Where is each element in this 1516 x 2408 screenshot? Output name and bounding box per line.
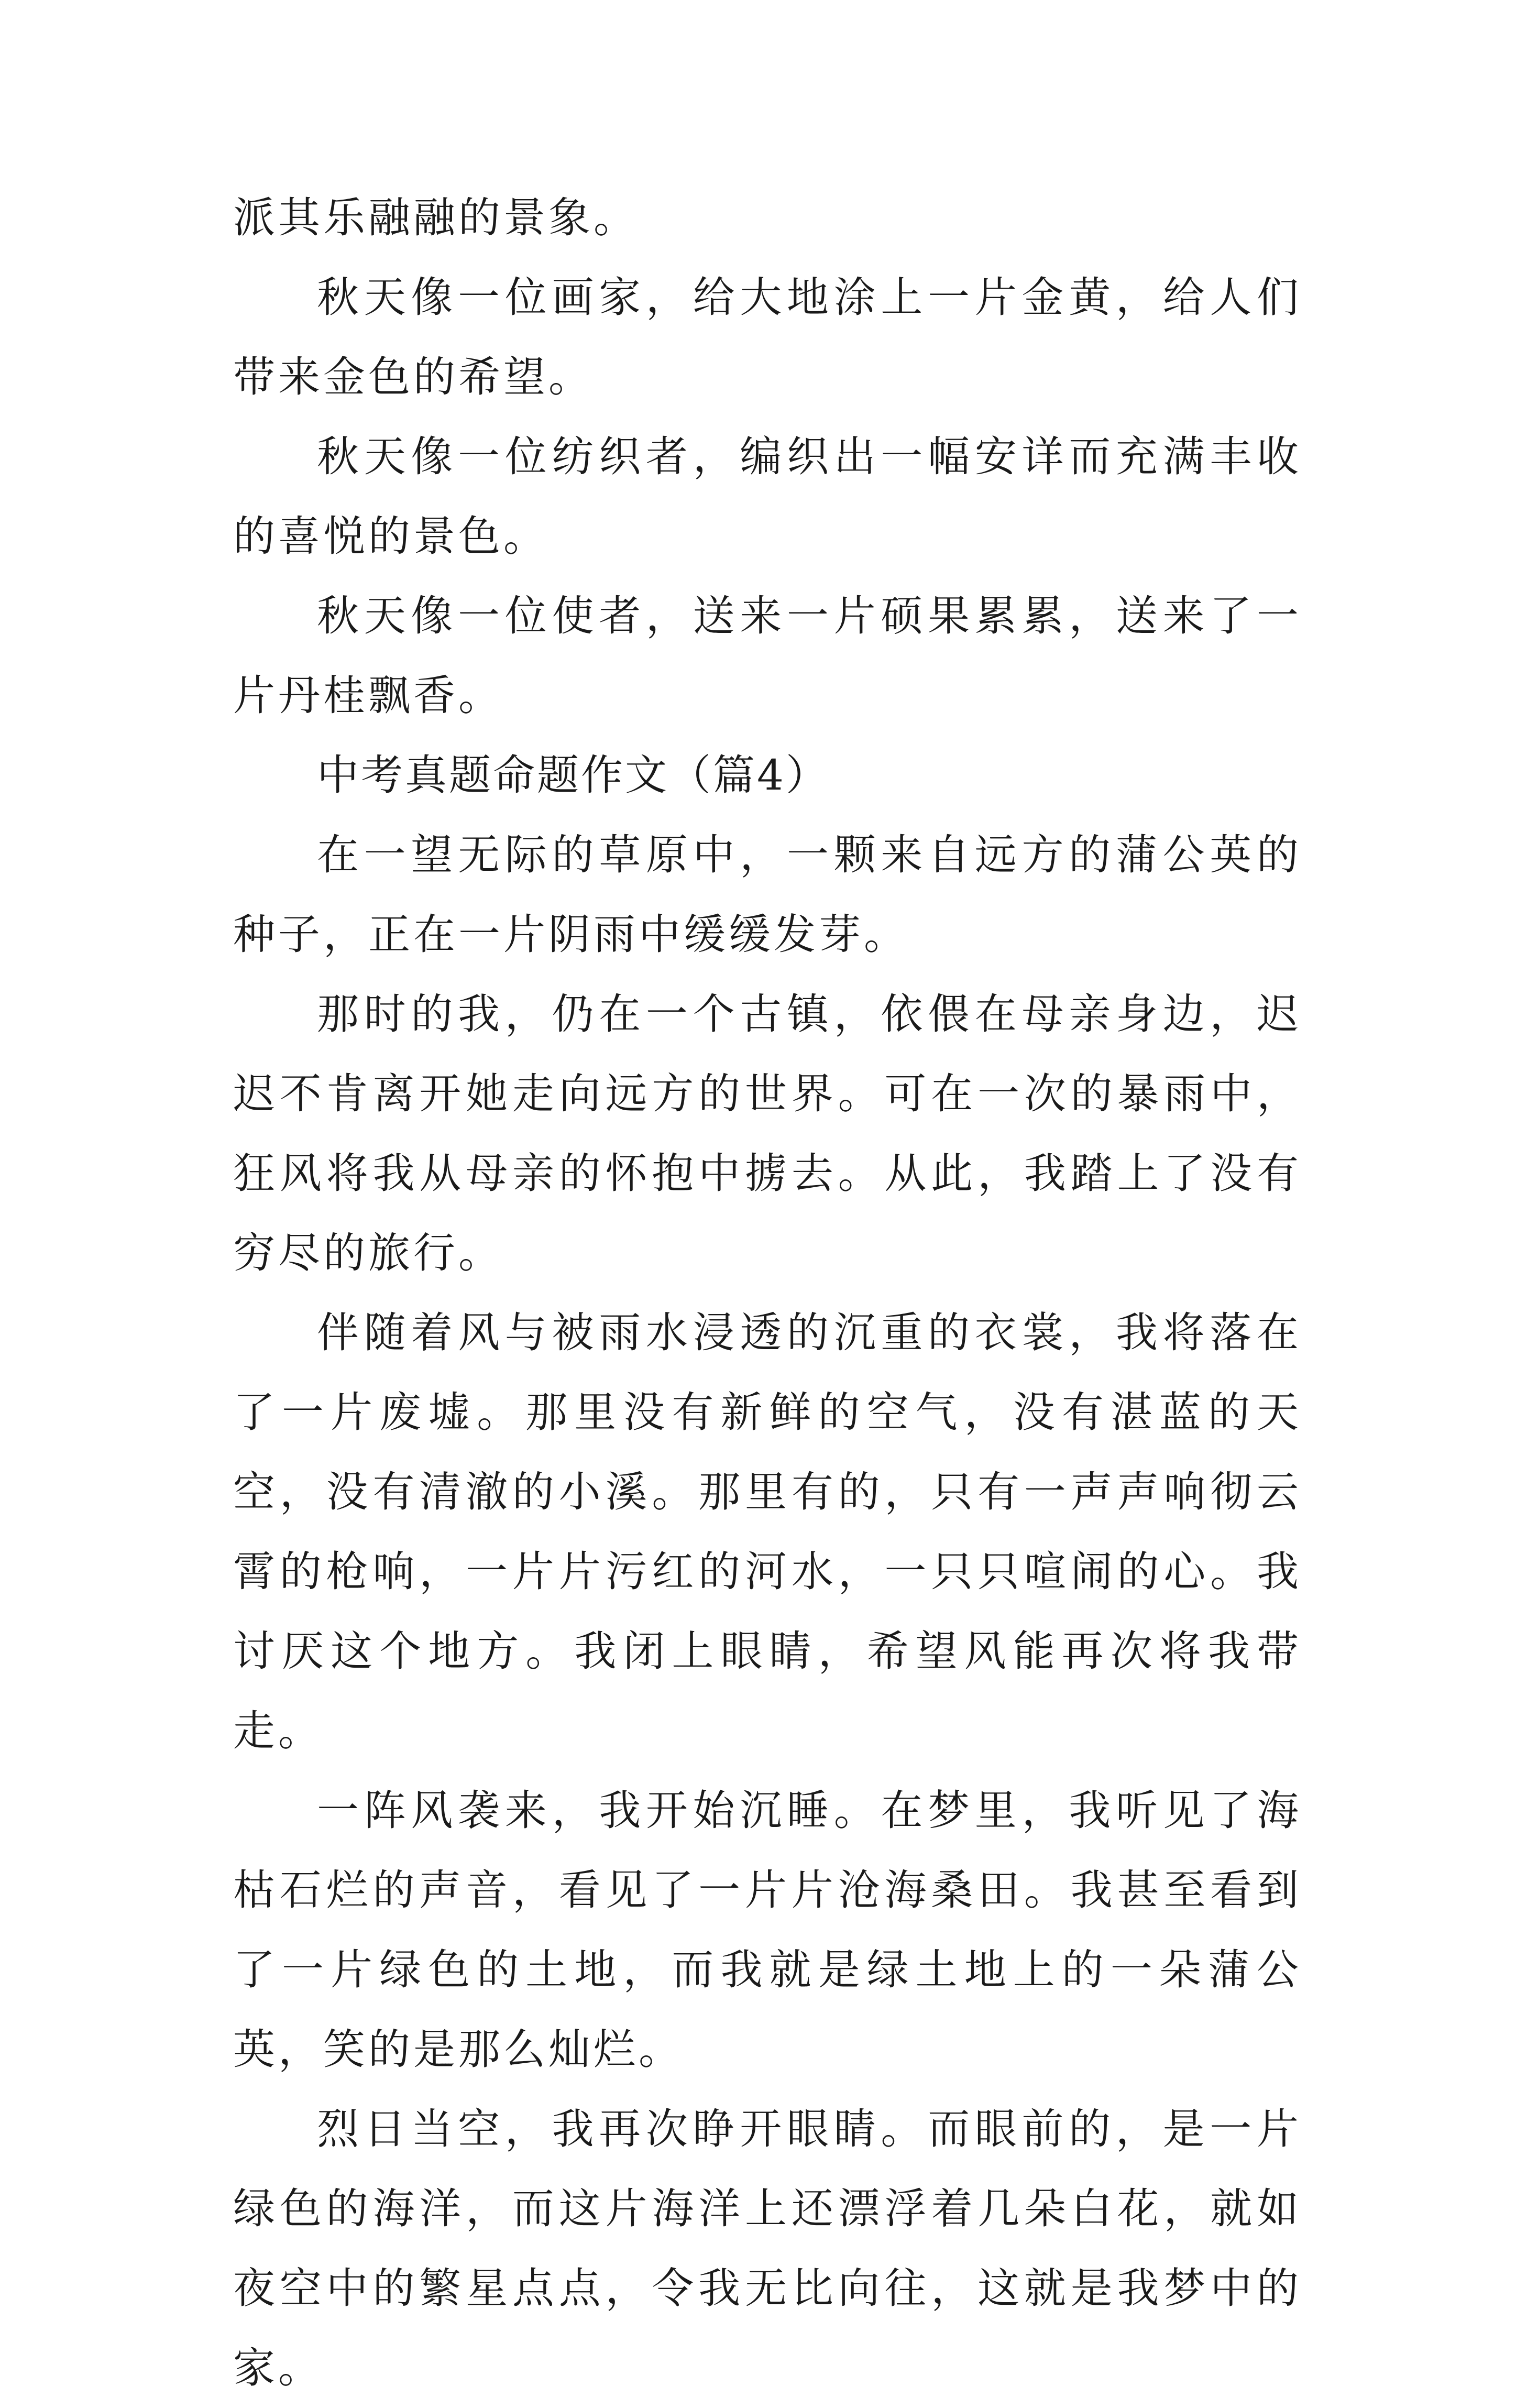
section-heading: 中考真题命题作文（篇4）: [317, 751, 830, 800]
document-body: [233, 178, 1302, 2408]
paragraph-continuation: 派其乐融融的景象。: [233, 193, 639, 242]
paragraph: 秋天像一位画家，给大地涂上一片金黄，给人们带来金色的希望。: [233, 273, 1302, 401]
paragraph: 烈日当空，我再次睁开眼睛。而眼前的，是一片绿色的海洋，而这片海洋上还漂浮着几朵白花，就如夜空中的繁星点点，令我无比向往，这就是我梦中的家。: [233, 2105, 1302, 2392]
paragraph: 那时的我，仍在一个古镇，依偎在母亲身边，迟迟不肯离开她走向远方的世界。可在一次的暴雨中，狂风将我从母亲的怀抱中掳去。从此，我踏上了没有穷尽的旅行。: [233, 990, 1302, 1277]
paragraph: 秋天像一位纺织者，编织出一幅安详而充满丰收的喜悦的景色。: [233, 432, 1302, 561]
paragraph: 伴随着风与被雨水浸透的沉重的衣裳，我将落在了一片废墟。那里没有新鲜的空气，没有湛蓝的天空，没有清澈的小溪。那里有的，只有一声声响彻云霄的枪响，一片片污红的河水，一只只喧闹的心。我讨厌这个地方。我闭上眼睛，希望风能再次将我带走。: [233, 1308, 1302, 1755]
paragraph: 一阵风袭来，我开始沉睡。在梦里，我听见了海枯石烂的声音，看见了一片片沧海桑田。我甚至看到了一片绿色的土地，而我就是绿土地上的一朵蒲公英，笑的是那么灿烂。: [233, 1786, 1302, 2074]
paragraph: 秋天像一位使者，送来一片硕果累累，送来了一片丹桂飘香。: [233, 592, 1302, 720]
paragraph: 在一望无际的草原中，一颗来自远方的蒲公英的种子，正在一片阴雨中缓缓发芽。: [233, 830, 1302, 959]
